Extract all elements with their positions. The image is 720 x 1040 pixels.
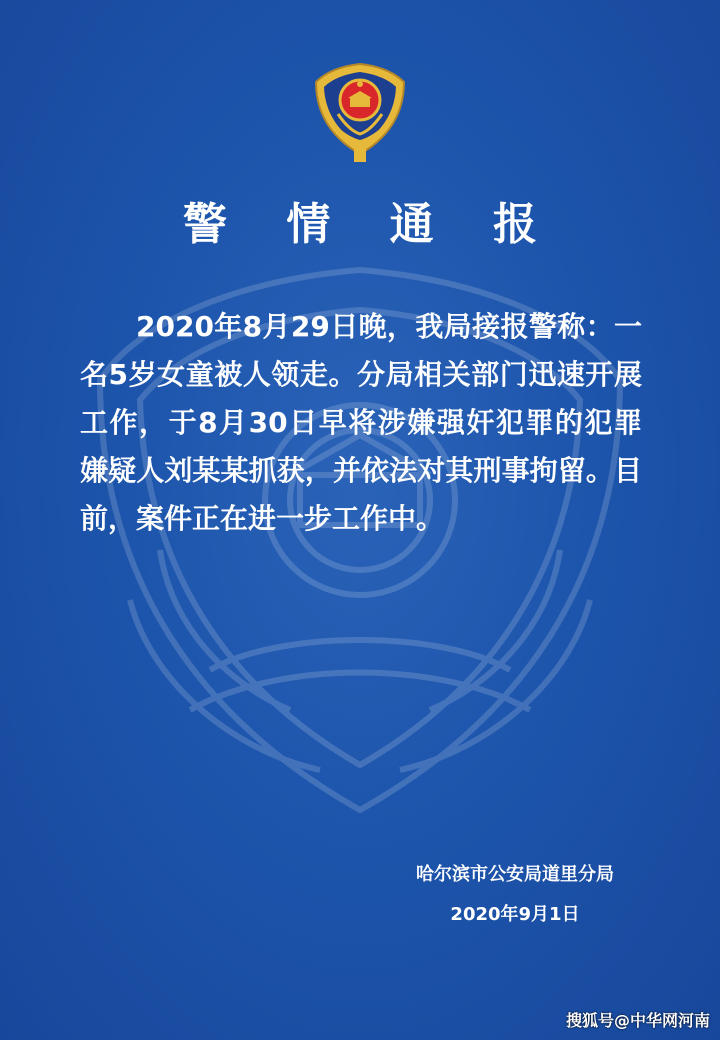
notice-title: 警 情 通 报 (183, 199, 559, 250)
notice-body: 2020年8月29日晚，我局接报警称：一名5岁女童被人领走。分局相关部门迅速开展工作，于8月30日早将涉嫌强奸犯罪的犯罪嫌疑人刘某某抓获，并依法对其刑事拘留。目前，案件正在进一步工作中。 (80, 310, 642, 535)
police-badge-icon (308, 62, 412, 166)
issue-date: 2020年9月1日 (450, 904, 580, 925)
source-watermark: 搜狐号@中华网河南 (565, 1011, 710, 1030)
issuing-authority: 哈尔滨市公安局道里分局 (416, 864, 614, 885)
